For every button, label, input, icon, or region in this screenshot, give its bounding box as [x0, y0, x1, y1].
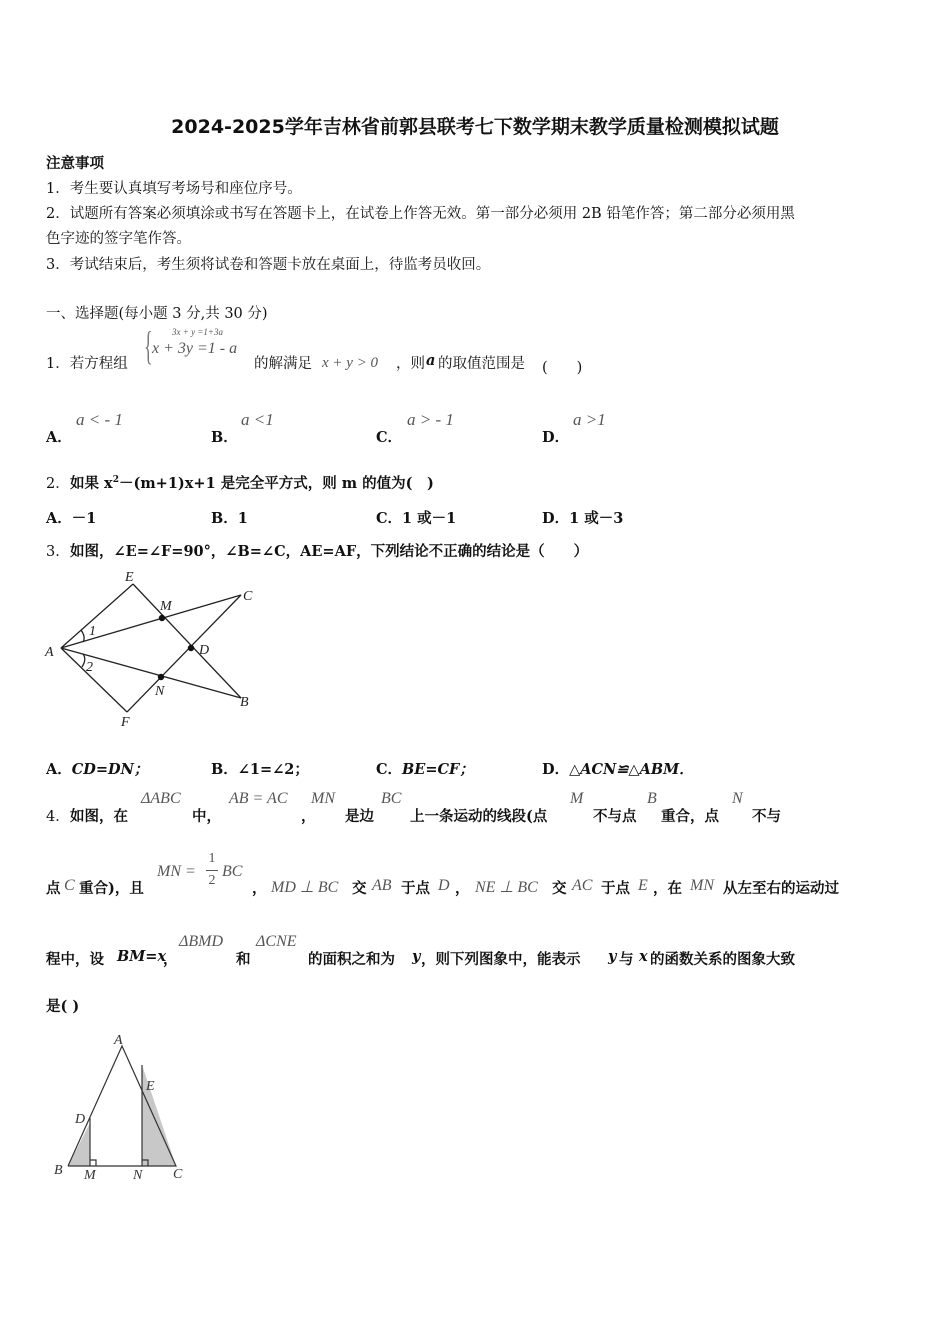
q1-option-b: a <1: [241, 410, 274, 429]
q3-label-e: E: [125, 570, 134, 585]
q4-label-c: C: [173, 1167, 183, 1182]
q3-angle-2-arc: [82, 654, 85, 667]
q4-l2-m1: C: [64, 877, 75, 894]
q3-label-c: C: [243, 589, 253, 604]
q4-label-b: B: [54, 1163, 63, 1178]
q4-l3-t3: ，: [163, 951, 178, 968]
q4-l1-m1: ΔABC: [141, 790, 181, 807]
q1-eq-bottom: x + 3y =1 - a: [152, 340, 238, 357]
q3-line-eb: [133, 584, 241, 698]
q4-l2-t2: 重合)，且: [79, 880, 144, 897]
q4-l1-m3: MN: [311, 790, 335, 807]
q4-l3-x: x: [639, 948, 648, 965]
q3-angle-1-arc: [81, 630, 84, 642]
q3-label-f: F: [121, 715, 130, 730]
q3-number: 3．: [46, 544, 70, 560]
q4-l3-m1: ΔBMD: [179, 933, 224, 950]
q3-option-c: C．BE=CF；: [376, 761, 474, 778]
q2-option-b: B．1: [211, 510, 248, 527]
q4-l2-m7: E: [638, 877, 648, 894]
q2-option-d: D．1 或－3: [542, 510, 624, 527]
q4-figure: [46, 1030, 196, 1190]
q4-label-a: A: [114, 1033, 123, 1048]
q3-label-a: A: [45, 645, 54, 660]
q3-line-ae: [61, 584, 133, 648]
q4-label-m: M: [84, 1168, 96, 1183]
q4-l2-m3: AB: [372, 877, 392, 894]
q4-l2-t6: ，: [455, 880, 470, 897]
q1-number: 1．若方程组: [46, 356, 128, 372]
q4-l1-t5: 上一条运动的线段(点: [410, 808, 548, 825]
q1-variable: a: [426, 352, 436, 369]
q3-label-angle-1: 1: [89, 624, 96, 639]
q4-l2-t3: ，: [252, 880, 267, 897]
q4-l1-m4: BC: [381, 790, 402, 807]
q4-l1-t6: 不与点: [593, 808, 637, 825]
q4-l2-m6: AC: [572, 877, 593, 894]
q4-l2-frac-den: 2: [208, 873, 216, 888]
q3-point-d: [188, 645, 194, 651]
q3-text: 如图，∠E=∠F=90°，∠B=∠C，AE=AF，下列结论不正确的结论是（ ）: [70, 543, 589, 560]
q2-text-b: －(m+1)x+1 是完全平方式，则 m 的值为( ): [118, 475, 434, 492]
q3-line-fc: [127, 595, 241, 712]
q3-point-m: [159, 615, 165, 621]
q2-option-a: A．－1: [46, 510, 97, 527]
notice-item-3: 3．考试结束后，考生须将试卷和答题卡放在桌面上，待监考员收回。: [46, 257, 491, 273]
q4-l1-t4: 是边: [345, 808, 374, 825]
q1-answer-paren: ( ): [542, 360, 583, 376]
q4-l2-t1: 点: [46, 880, 61, 897]
q4-l3-t9: 与: [619, 951, 634, 968]
q4-l3-t4: 和: [236, 951, 251, 968]
q4-label-n: N: [133, 1168, 143, 1183]
q4-l3-bm: BM=x: [117, 948, 167, 965]
q1-text-3: 的取值范围是: [438, 356, 525, 372]
page-title: 2024-2025学年吉林省前郭县联考七下数学期末教学质量检测模拟试题: [171, 116, 779, 138]
q4-l1-m2: AB = AC: [229, 790, 288, 807]
notice-item-2: 2．试题所有答案必须填涂或书写在答题卡上，在试卷上作答无效。第一部分必须用 2B 铅笔作答；第二部分必须用黑: [46, 206, 795, 222]
q2-number: 2．: [46, 476, 70, 492]
q4-l3-t1: 程中，设: [46, 951, 104, 968]
q4-number: 4．: [46, 809, 70, 825]
q4-l2-t7: 交: [552, 880, 567, 897]
q2-option-c: C．1 或－1: [376, 510, 457, 527]
q1-condition: x + y > 0: [322, 355, 379, 371]
q4-l2-t10: 从左至右的运动过: [723, 880, 839, 897]
q1-text-1: 的解满足: [254, 356, 312, 372]
q4-l1-t8: 不与: [752, 808, 781, 825]
q4-l4: 是( ): [46, 998, 80, 1015]
q4-l3-t7: ，则下列图象中，能表示: [421, 951, 581, 968]
q4-l3-y2: y: [608, 948, 617, 965]
q4-label-e: E: [146, 1079, 155, 1094]
q3-option-a: A．CD=DN；: [46, 761, 149, 778]
q3-label-angle-2: 2: [86, 660, 93, 675]
q4-l2-frac-bar: [206, 870, 218, 871]
q4-l1-m7: N: [732, 790, 743, 807]
q4-l1-t3: ，: [301, 808, 316, 825]
notice-item-1: 1．考生要认真填写考场号和座位序号。: [46, 181, 302, 197]
q4-l2-m4: D: [438, 877, 450, 894]
q1-option-c-label: C．: [376, 429, 403, 446]
q4-label-d: D: [75, 1112, 86, 1127]
q2-sup: 2: [112, 475, 119, 486]
q4-l2-frac-lhs: MN =: [157, 863, 196, 880]
q1-text-2: ，则: [396, 356, 425, 372]
q4-l1-t2: 中，: [192, 808, 221, 825]
q3-label-b: B: [240, 695, 249, 710]
q4-l1-m5: M: [570, 790, 584, 807]
q3-option-b: B．∠1=∠2；: [211, 761, 309, 778]
q1-brace: {: [144, 323, 153, 368]
q4-l2-frac-num: 1: [208, 851, 216, 866]
q4-l3-t11: 的函数关系的图象大致: [650, 951, 795, 968]
q4-l1-m6: B: [647, 790, 657, 807]
q3-figure: [40, 565, 270, 735]
q1-option-d-label: D．: [542, 429, 570, 446]
q1-option-a-label: A．: [46, 429, 72, 446]
q4-l2-t8: 于点: [601, 880, 630, 897]
q4-l2-t5: 于点: [401, 880, 430, 897]
q4-l2-m2: MD ⊥ BC: [271, 879, 339, 896]
q2-text: [70, 472, 434, 493]
q1-option-d: a >1: [573, 410, 606, 429]
q3-label-n: N: [155, 684, 165, 699]
q4-l2-m8: MN: [690, 877, 714, 894]
q1-option-a: a < - 1: [76, 410, 123, 429]
notice-item-2-cont: 色字迹的签字笔作答。: [46, 231, 191, 247]
q3-option-d: D．△ACN≌△ABM．: [542, 761, 694, 778]
q4-l3-m2: ΔCNE: [256, 933, 297, 950]
q1-option-c: a > - 1: [407, 410, 454, 429]
q4-l1-t7: 重合，点: [661, 808, 719, 825]
q4-l1-t1: 如图，在: [70, 808, 128, 825]
q4-l3-y: y: [412, 948, 421, 965]
q4-l2-frac-rhs: BC: [222, 863, 243, 880]
q4-l3-t5: 的面积之和为: [308, 951, 395, 968]
q3-label-m: M: [160, 599, 172, 614]
q4-l2-t4: 交: [352, 880, 367, 897]
q4-l2-m5: NE ⊥ BC: [475, 879, 538, 896]
q1-eq-top: 3x + y =1+3a: [172, 327, 223, 337]
q4-right-angle-m: [90, 1160, 96, 1166]
q1-option-b-label: B．: [211, 429, 238, 446]
section-heading: 一、选择题(每小题 3 分,共 30 分): [46, 306, 268, 322]
q3-label-d: D: [199, 643, 210, 658]
notice-heading: 注意事项: [46, 155, 104, 172]
q4-l2-t9: ，在: [653, 880, 682, 897]
q2-text-a: 如果 x: [70, 475, 113, 492]
q3-point-n: [158, 674, 164, 680]
